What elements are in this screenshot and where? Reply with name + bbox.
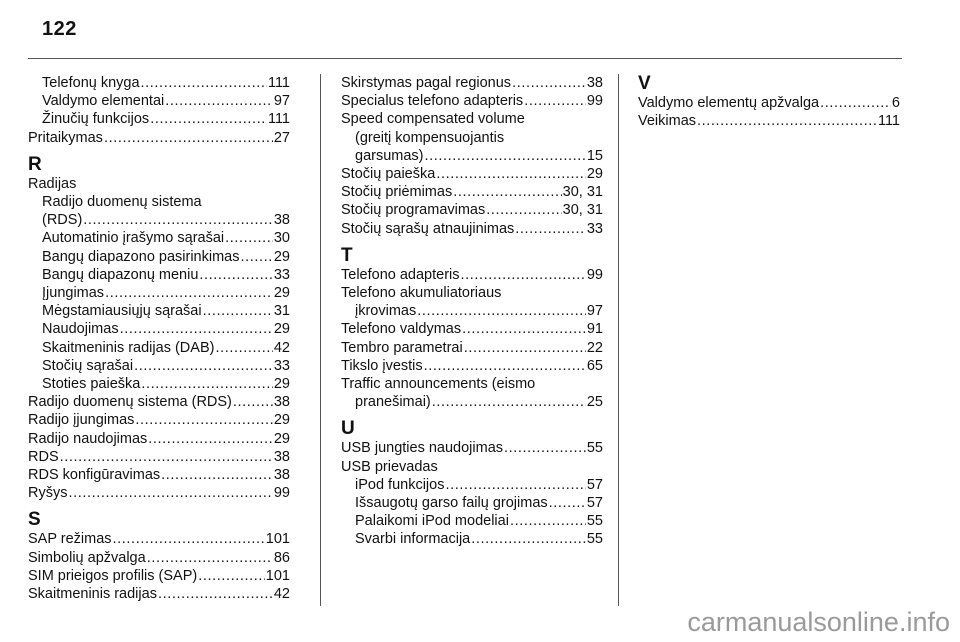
page-reference: 91 <box>586 321 603 338</box>
dot-leader <box>135 411 272 429</box>
dot-leader <box>203 302 273 320</box>
page-reference: 86 <box>273 549 290 566</box>
index-term: Ryšys <box>28 485 68 502</box>
page-reference: 38 <box>273 448 290 465</box>
dot-leader <box>461 266 586 284</box>
index-term: Stočių sąrašų atnaujinimas <box>341 220 515 237</box>
index-term: pranešimai) <box>355 394 431 411</box>
dot-leader <box>134 357 273 375</box>
dot-leader <box>161 466 273 484</box>
page-reference: 33 <box>586 220 603 237</box>
dot-leader <box>83 211 273 229</box>
index-term: Valdymo elementų apžvalga <box>638 95 820 111</box>
index-term: Svarbi informacija <box>355 531 471 548</box>
section-letter: R <box>28 153 42 175</box>
index-entry <box>341 357 603 375</box>
index-term: Skaitmeninis radijas (DAB) <box>42 339 215 356</box>
index-entry <box>341 92 603 110</box>
index-entry <box>28 229 290 247</box>
index-heading: (greitį kompensuojantis <box>355 129 505 146</box>
page-reference: 111 <box>267 75 290 91</box>
page-reference: 99 <box>586 93 603 110</box>
index-entry <box>638 112 900 130</box>
dot-leader <box>104 129 273 147</box>
index-term: iPod funkcijos <box>355 476 445 493</box>
index-entry <box>28 430 290 448</box>
page-reference: 29 <box>273 412 290 429</box>
page-reference: 38 <box>273 467 290 484</box>
index-term: (RDS) <box>42 212 83 229</box>
index-term: Telefono valdymas <box>341 321 462 338</box>
index-entry <box>28 266 290 284</box>
index-term: RDS <box>28 448 59 465</box>
page-reference: 30, 31 <box>562 202 603 219</box>
dot-leader <box>471 530 586 548</box>
page-reference: 15 <box>586 147 603 164</box>
page-reference: 38 <box>273 394 290 411</box>
index-term: SIM prieigos profilis (SAP) <box>28 567 198 584</box>
index-heading: Radijo duomenų sistema <box>42 194 202 211</box>
index-term: garsumas) <box>355 147 424 164</box>
page-reference: 29 <box>273 248 290 265</box>
index-entry <box>28 74 290 92</box>
index-entry <box>341 476 603 494</box>
index-term: Stočių programavimas <box>341 202 486 219</box>
dot-leader <box>150 110 267 128</box>
index-entry <box>28 248 290 266</box>
index-column-2 <box>341 74 603 549</box>
page-reference: 101 <box>265 531 290 548</box>
page-reference: 29 <box>586 166 603 183</box>
index-heading: Speed compensated volume <box>341 111 525 128</box>
page-reference: 31 <box>273 303 290 320</box>
index-entry <box>28 110 290 128</box>
index-entry <box>28 585 290 603</box>
dot-leader <box>147 549 273 567</box>
dot-leader <box>417 302 586 320</box>
index-term: Automatinio įrašymo sąrašai <box>42 230 225 247</box>
page-number: 122 <box>42 18 77 40</box>
page-reference: 22 <box>586 339 603 356</box>
index-term: Išsaugotų garso failų grojimas <box>355 495 548 512</box>
page-reference: 29 <box>273 285 290 302</box>
dot-leader <box>697 112 877 130</box>
dot-leader <box>453 183 561 201</box>
index-entry <box>341 512 603 530</box>
index-term: Telefonų knyga <box>42 75 140 91</box>
page-reference: 6 <box>891 95 900 111</box>
dot-leader <box>141 375 273 393</box>
index-entry <box>28 393 290 411</box>
index-term: Naudojimas <box>42 321 119 338</box>
dot-leader <box>198 567 265 585</box>
dot-leader <box>199 266 272 284</box>
page-reference: 42 <box>273 586 290 603</box>
dot-leader <box>60 448 273 466</box>
dot-leader <box>113 530 265 548</box>
index-term: Stočių sąrašai <box>42 357 134 374</box>
page-reference: 33 <box>273 357 290 374</box>
index-heading: Radijas <box>28 175 77 192</box>
dot-leader <box>524 92 586 110</box>
index-entry <box>28 129 290 147</box>
index-term: Palaikomi iPod modeliai <box>355 513 509 530</box>
index-term: Radijo įjungimas <box>28 412 135 429</box>
index-entry <box>28 466 290 484</box>
index-entry <box>28 448 290 466</box>
index-heading: USB prievadas <box>341 458 438 475</box>
dot-leader <box>515 220 586 238</box>
index-term: Mėgstamiausiųjų sąrašai <box>42 303 202 320</box>
page-reference: 42 <box>273 339 290 356</box>
index-term: RDS konfigūravimas <box>28 467 161 484</box>
page-reference: 111 <box>877 113 900 130</box>
dot-leader <box>68 484 272 502</box>
index-term: Skaitmeninis radijas <box>28 586 157 603</box>
index-term: Tikslo įvestis <box>341 357 423 374</box>
dot-leader <box>105 284 273 302</box>
index-term: USB jungties naudojimas <box>341 440 504 457</box>
index-entry <box>341 220 603 238</box>
page-reference: 29 <box>273 321 290 338</box>
index-entry <box>341 147 603 165</box>
section-letter: T <box>341 244 353 266</box>
column-divider <box>320 74 321 606</box>
page-reference: 55 <box>586 440 603 457</box>
dot-leader <box>464 339 586 357</box>
page-reference: 55 <box>586 513 603 530</box>
index-entry <box>28 357 290 375</box>
index-entry <box>341 266 603 284</box>
page-reference: 55 <box>586 531 603 548</box>
index-entry <box>28 549 290 567</box>
page-reference: 111 <box>267 111 290 128</box>
page-reference: 101 <box>265 567 290 584</box>
index-entry <box>341 494 603 512</box>
section-letter: U <box>341 418 355 440</box>
index-entry <box>341 74 603 92</box>
index-column-3 <box>638 74 900 130</box>
page-reference: 97 <box>586 303 603 320</box>
index-heading: Traffic announcements (eismo <box>341 376 536 393</box>
index-term: Valdymo elementai <box>42 93 165 110</box>
dot-leader <box>462 320 586 338</box>
index-entry <box>341 393 603 411</box>
page-reference: 29 <box>273 430 290 447</box>
index-term: Stočių priėmimas <box>341 184 453 201</box>
page-reference: 33 <box>273 266 290 283</box>
index-term: Veikimas <box>638 113 697 130</box>
page-reference: 27 <box>273 129 290 146</box>
index-term: Žinučių funkcijos <box>42 111 150 128</box>
index-entry <box>28 92 290 110</box>
index-term: Telefono adapteris <box>341 266 460 283</box>
dot-leader <box>233 393 273 411</box>
index-column-1 <box>28 74 290 603</box>
page-reference: 30, 31 <box>562 184 603 201</box>
index-entry <box>28 211 290 229</box>
index-term: Simbolių apžvalga <box>28 549 146 566</box>
index-entry <box>28 530 290 548</box>
page-reference: 57 <box>586 476 603 493</box>
dot-leader <box>486 201 561 219</box>
dot-leader <box>148 430 273 448</box>
index-term: Tembro parametrai <box>341 339 463 356</box>
dot-leader <box>241 248 273 266</box>
index-term: Įjungimas <box>42 285 105 302</box>
index-term: Pritaikymas <box>28 129 103 146</box>
index-term: SAP režimas <box>28 531 112 548</box>
index-term: Radijo duomenų sistema (RDS) <box>28 394 232 411</box>
dot-leader <box>158 585 273 603</box>
index-entry <box>341 530 603 548</box>
index-term: įkrovimas <box>355 303 417 320</box>
index-term: Radijo naudojimas <box>28 430 148 447</box>
index-entry <box>28 320 290 338</box>
index-heading: Telefono akumuliatoriaus <box>341 285 502 302</box>
index-entry <box>341 183 603 201</box>
dot-leader <box>512 74 586 92</box>
dot-leader <box>120 320 273 338</box>
index-entry <box>341 201 603 219</box>
index-term: Bangų diapazonų meniu <box>42 266 199 283</box>
index-entry <box>341 339 603 357</box>
dot-leader <box>424 357 586 375</box>
section-letter: V <box>638 73 651 94</box>
page-reference: 65 <box>586 357 603 374</box>
index-entry <box>28 375 290 393</box>
header-rule <box>28 58 902 59</box>
index-term: Skirstymas pagal regionus <box>341 75 512 91</box>
index-entry <box>28 411 290 429</box>
index-entry <box>341 165 603 183</box>
dot-leader <box>445 476 585 494</box>
dot-leader <box>510 512 586 530</box>
page-reference: 25 <box>586 394 603 411</box>
dot-leader <box>549 494 586 512</box>
index-entry <box>28 284 290 302</box>
page-reference: 38 <box>273 212 290 229</box>
index-entry <box>28 302 290 320</box>
dot-leader <box>436 165 586 183</box>
index-term: Stočių paieška <box>341 166 436 183</box>
column-divider <box>618 74 619 606</box>
index-term: Bangų diapazono pasirinkimas <box>42 248 240 265</box>
dot-leader <box>504 439 586 457</box>
index-term: Specialus telefono adapteris <box>341 93 524 110</box>
index-entry <box>341 439 603 457</box>
page-reference: 38 <box>586 75 603 91</box>
page-reference: 99 <box>586 266 603 283</box>
index-entry <box>341 320 603 338</box>
watermark: carmanualsonline.info <box>687 607 950 637</box>
page-reference: 99 <box>273 485 290 502</box>
index-entry <box>28 567 290 585</box>
page-reference: 57 <box>586 495 603 512</box>
dot-leader <box>141 74 267 92</box>
dot-leader <box>215 339 272 357</box>
section-letter: S <box>28 509 41 531</box>
page-reference: 29 <box>273 376 290 393</box>
page-reference: 30 <box>273 230 290 247</box>
dot-leader <box>432 393 586 411</box>
dot-leader <box>820 94 891 112</box>
index-entry <box>28 484 290 502</box>
dot-leader <box>165 92 273 110</box>
index-entry <box>341 302 603 320</box>
index-entry <box>28 339 290 357</box>
index-entry <box>638 94 900 112</box>
dot-leader <box>225 229 273 247</box>
page-reference: 97 <box>273 93 290 110</box>
dot-leader <box>425 147 586 165</box>
index-term: Stoties paieška <box>42 376 141 393</box>
